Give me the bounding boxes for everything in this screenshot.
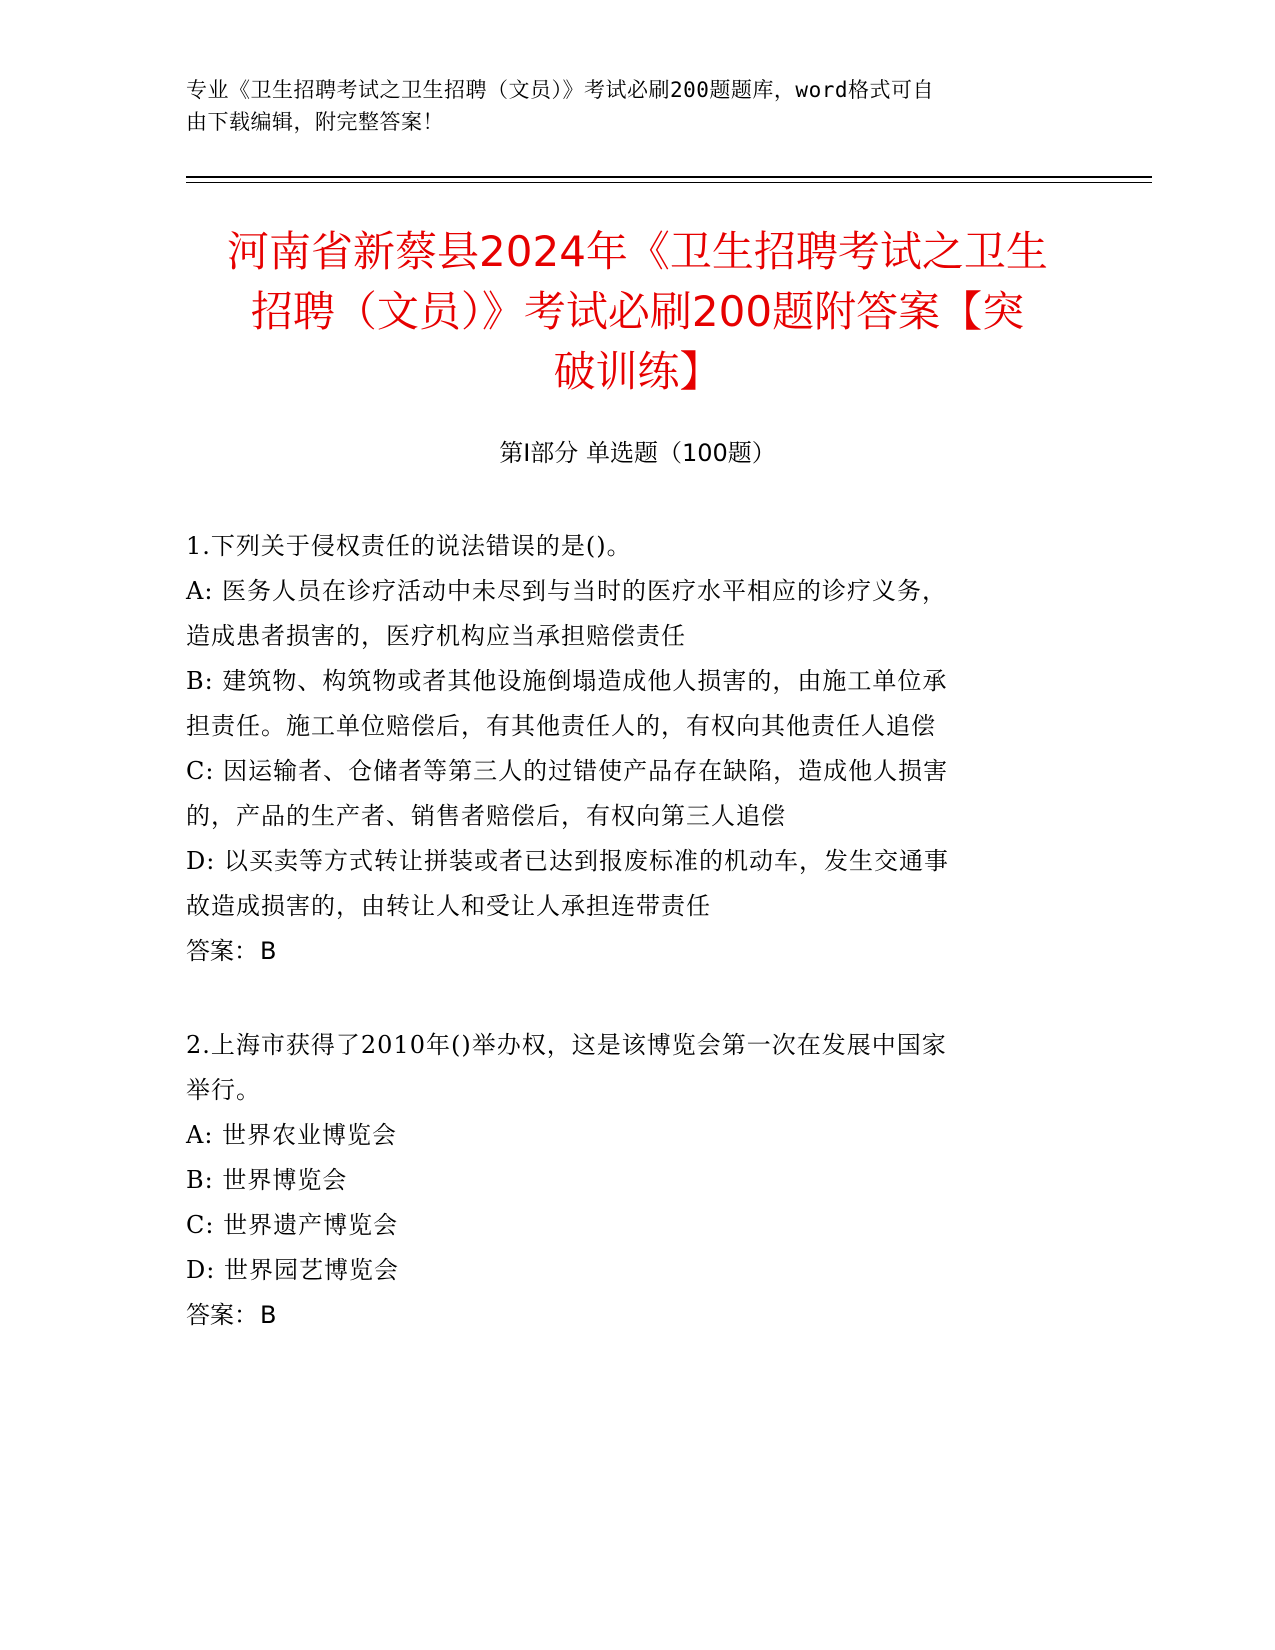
question-stem: 1.下列关于侵权责任的说法错误的是()。 (186, 532, 632, 560)
option-a: A: 世界农业博览会 (186, 1121, 398, 1149)
header-rule-thick (186, 176, 1152, 178)
title-line-1: 河南省新蔡县2024年《卫生招聘考试之卫生 (227, 227, 1048, 276)
option-line: D: 以买卖等方式转让拼装或者已达到报废标准的机动车，发生交通事 (186, 847, 949, 875)
document-title (180, 222, 1095, 402)
title-line-2: 招聘（文员）》考试必刷200题附答案【突 (250, 287, 1025, 336)
option-line: 故造成损害的，由转让人和受让人承担连带责任 (186, 892, 711, 920)
header-rule-thin (186, 182, 1152, 183)
option-d (186, 839, 1066, 929)
option-c: C: 世界遗产博览会 (186, 1211, 399, 1239)
option-d: D: 世界园艺博览会 (186, 1256, 399, 1284)
answer (186, 1293, 1066, 1338)
answer-value: B (260, 1301, 277, 1329)
question-1 (186, 524, 1066, 974)
question-2 (186, 1023, 1066, 1338)
question-stem: 2.上海市获得了2010年()举办权，这是该博览会第一次在发展中国家 (186, 1031, 947, 1059)
header-note (186, 74, 1066, 138)
header-note-line-1: 专业《卫生招聘考试之卫生招聘（文员）》考试必刷200题题库，word格式可自 (186, 78, 934, 102)
option-c (186, 749, 1066, 839)
option-b: B: 世界博览会 (186, 1166, 348, 1194)
question-stem: 举行。 (186, 1076, 261, 1104)
section-heading: 第Ⅰ部分 单选题（100题） (499, 439, 776, 467)
option-a (186, 569, 1066, 659)
option-line: 造成患者损害的，医疗机构应当承担赔偿责任 (186, 622, 686, 650)
option-line: C: 因运输者、仓储者等第三人的过错使产品存在缺陷，造成他人损害 (186, 757, 949, 785)
option-line: A: 医务人员在诊疗活动中未尽到与当时的医疗水平相应的诊疗义务， (186, 577, 948, 605)
header-note-line-2: 由下载编辑，附完整答案！ (186, 110, 444, 134)
answer-value: B (260, 937, 277, 965)
option-line: 的，产品的生产者、销售者赔偿后，有权向第三人追偿 (186, 802, 786, 830)
answer-label: 答案： (186, 937, 258, 965)
option-line: B: 建筑物、构筑物或者其他设施倒塌造成他人损害的，由施工单位承 (186, 667, 948, 695)
answer-label: 答案： (186, 1301, 258, 1329)
title-line-3: 破训练】 (553, 347, 722, 396)
answer (186, 929, 1066, 974)
option-line: 担责任。施工单位赔偿后，有其他责任人的，有权向其他责任人追偿 (186, 712, 936, 740)
option-b (186, 659, 1066, 749)
